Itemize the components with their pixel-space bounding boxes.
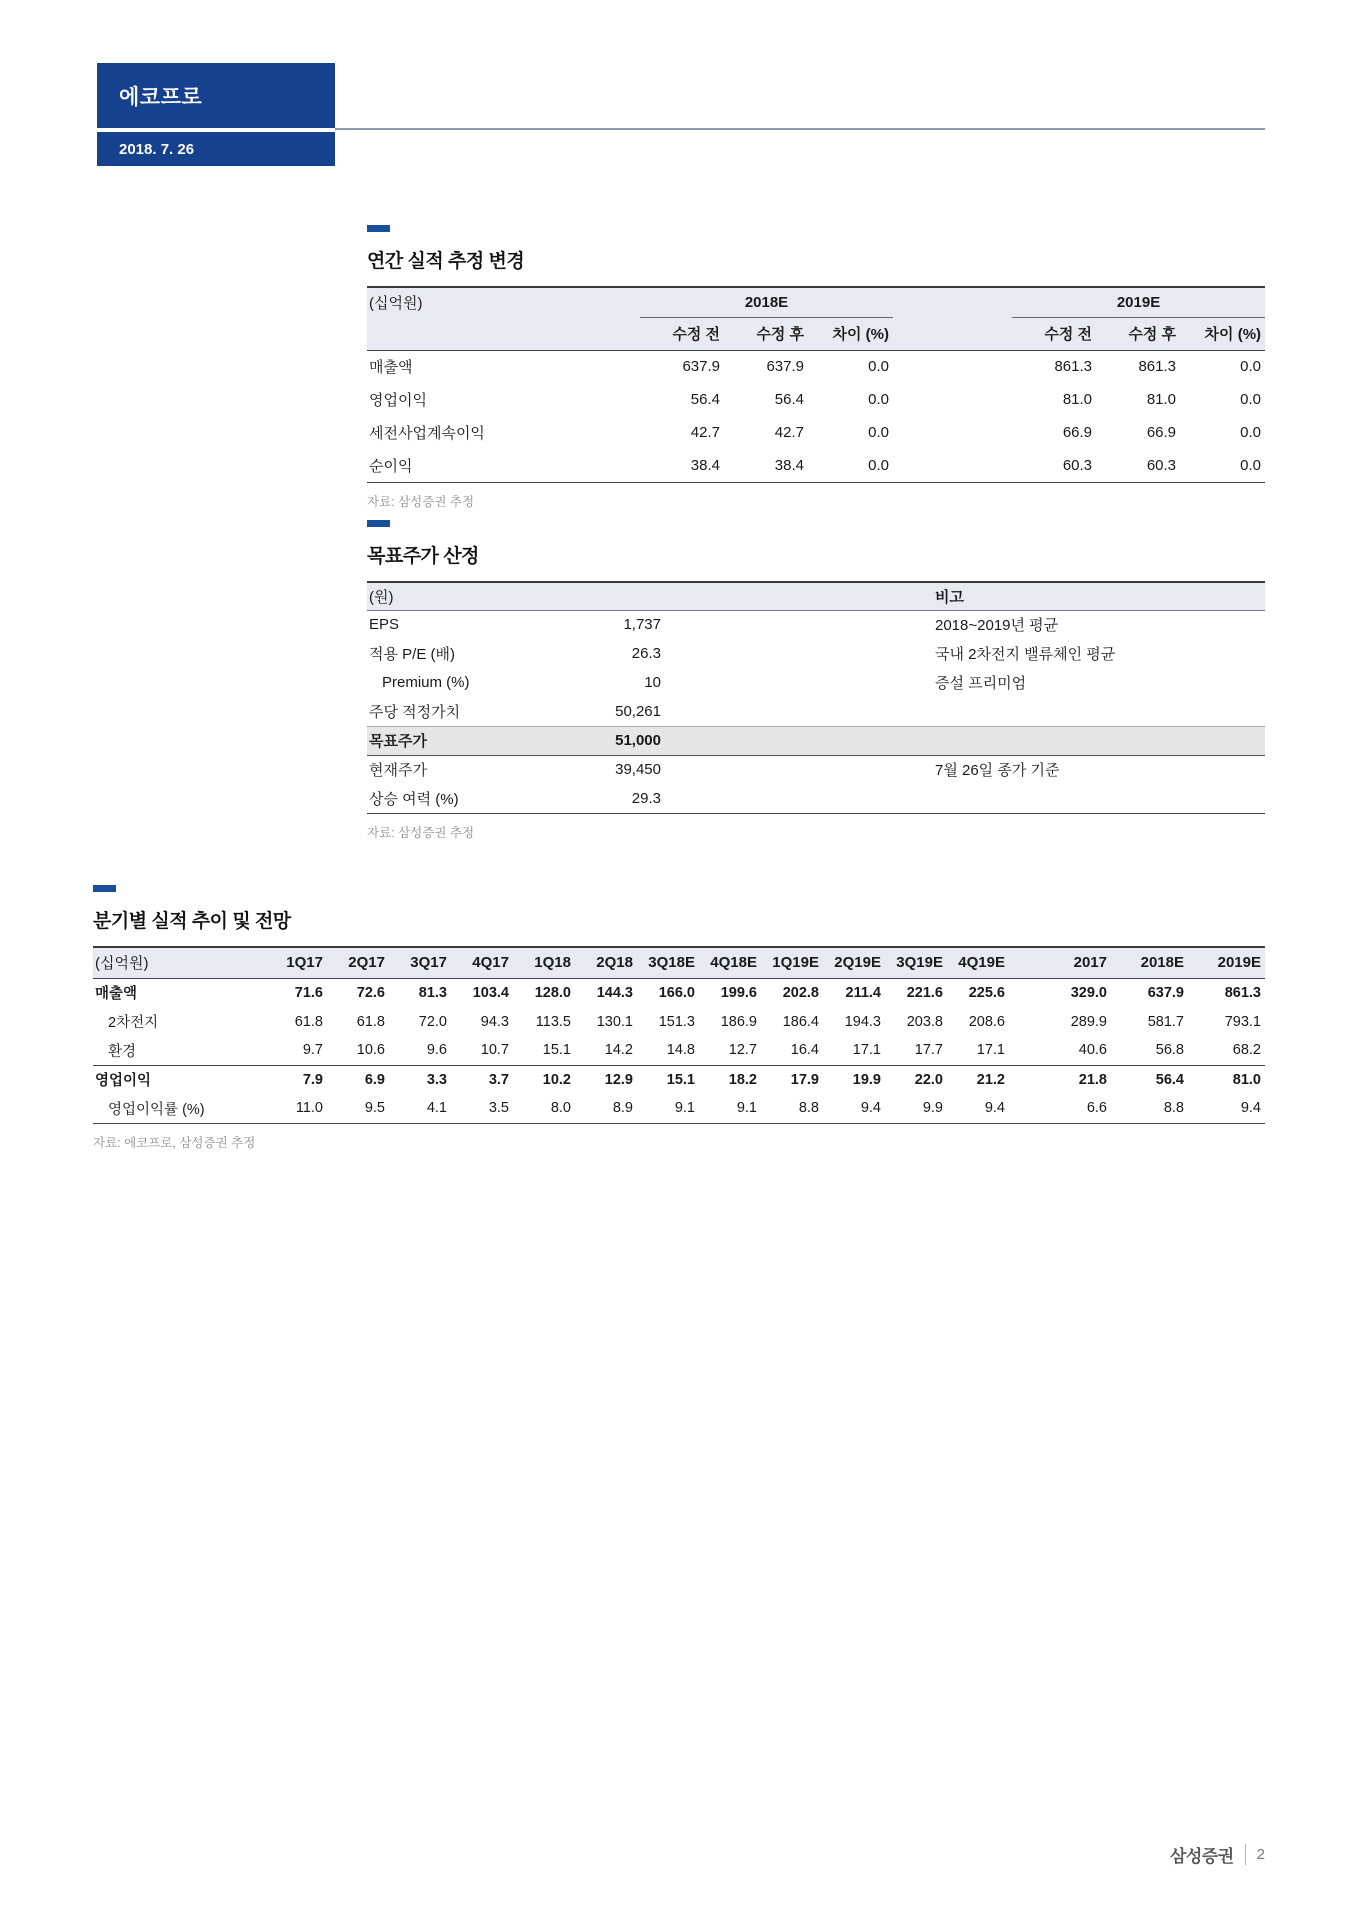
cell-value: 29.3: [631, 789, 661, 807]
table-row: [93, 1036, 1265, 1065]
table-group-header-row: [367, 287, 1265, 317]
cell-value: 21.8: [1034, 1065, 1111, 1094]
cell-value: 8.8: [1163, 1100, 1184, 1117]
spacer-cell: [665, 755, 935, 784]
note-cell: 7월 26일 종가 기준: [935, 762, 1060, 780]
table-row: [93, 1094, 1265, 1123]
cell-value: 8.9: [612, 1100, 633, 1117]
table-row: [93, 1065, 1265, 1094]
table-row: [367, 449, 1265, 482]
company-title-box: [97, 63, 335, 128]
table-row: [367, 610, 1265, 639]
spacer-cell: [665, 784, 935, 813]
cell-value: 72.6: [356, 984, 385, 1001]
annual-revision-table: [367, 286, 1265, 483]
note-cell: 국내 2차전지 밸류체인 평균: [935, 646, 1116, 663]
cell-value: 0.0: [868, 391, 890, 408]
quarter-header: 2Q18: [596, 954, 633, 972]
cell-value: 103.4: [472, 984, 509, 1001]
cell-value: 186.4: [782, 1013, 819, 1030]
table-row: [367, 416, 1265, 449]
cell-value: 144.3: [596, 984, 633, 1001]
cell-value: 289.9: [1070, 1013, 1107, 1030]
cell-value: 81.3: [418, 984, 447, 1001]
table-row: [367, 784, 1265, 813]
column-header: 차이 (%): [1204, 326, 1262, 343]
spacer-cell: [665, 668, 935, 697]
cell-value: 26.3: [631, 645, 661, 662]
quarter-header: 1Q17: [286, 954, 323, 972]
spacer-cell: [665, 610, 935, 639]
cell-value: 9.4: [1240, 1100, 1261, 1117]
cell-value: 9.5: [364, 1100, 385, 1117]
cell-value: 38.4: [774, 456, 804, 474]
row-label: 매출액: [369, 359, 413, 377]
cell-value: 0.0: [1240, 424, 1262, 441]
table-row: [367, 383, 1265, 416]
cell-value: 6.6: [1086, 1100, 1107, 1117]
cell-value: 17.1: [976, 1042, 1005, 1059]
section-marker-icon: [367, 225, 390, 232]
quarter-header: 1Q18: [534, 954, 571, 972]
column-header: 수정 전: [672, 326, 720, 343]
cell-value: 71.6: [294, 984, 323, 1001]
cell-value: 17.1: [852, 1042, 881, 1059]
spacer-cell: [367, 317, 640, 350]
annual-header: 2017: [1073, 954, 1107, 972]
cell-value: 61.8: [294, 1013, 323, 1030]
source-note: 자료: 삼성증권 추정: [367, 494, 475, 509]
row-label: 매출액: [95, 986, 138, 1003]
spacer-cell: [1009, 947, 1034, 978]
cell-value: 10.7: [480, 1042, 509, 1059]
source-note: 자료: 삼성증권 추정: [367, 825, 475, 840]
cell-value: 3.7: [451, 1065, 513, 1094]
note-cell: 증설 프리미엄: [935, 675, 1027, 692]
target-price-body: [367, 610, 1265, 813]
cell-value: 3.3: [389, 1065, 451, 1094]
cell-value: 56.4: [690, 391, 720, 408]
table-row: [367, 350, 1265, 383]
spacer-cell: [665, 697, 935, 726]
quarter-header: 4Q17: [472, 954, 509, 972]
quarter-header: 3Q17: [410, 954, 447, 972]
section-title: 목표주가 산정: [367, 546, 479, 567]
row-label: 현재주가: [369, 762, 427, 780]
table-row: [367, 697, 1265, 726]
cell-value: 10.2: [513, 1065, 575, 1094]
cell-value: 38.4: [690, 456, 720, 474]
spacer-cell: [893, 287, 1012, 317]
cell-value: 9.6: [426, 1042, 447, 1059]
cell-value: 203.8: [906, 1013, 943, 1030]
spacer-cell: [893, 383, 1012, 416]
row-label: 영업이익: [93, 1065, 265, 1094]
table-header-row: [93, 947, 1265, 978]
cell-value: 208.6: [968, 1013, 1005, 1030]
section-title: 연간 실적 추정 변경: [367, 251, 525, 272]
table-row: [367, 726, 1265, 755]
cell-value: 6.9: [327, 1065, 389, 1094]
table-row: [367, 668, 1265, 697]
spacer-cell: [665, 639, 935, 668]
section-target-price: [367, 520, 1265, 841]
annual-header: 2018E: [1140, 954, 1184, 972]
cell-value: 9.1: [674, 1100, 695, 1117]
quarter-header: 4Q18E: [710, 954, 757, 972]
quarterly-table: [93, 946, 1265, 1124]
spacer-cell: [665, 726, 935, 755]
spacer-cell: [893, 449, 1012, 482]
cell-value: 10: [644, 674, 661, 691]
cell-value: 0.0: [868, 358, 890, 376]
spacer-cell: [665, 582, 935, 610]
section-marker-icon: [93, 885, 116, 892]
cell-value: 66.9: [1062, 424, 1093, 441]
quarterly-body: [93, 978, 1265, 1123]
report-date: 2018. 7. 26: [119, 140, 195, 158]
cell-value: 166.0: [658, 984, 695, 1001]
report-date-box: [97, 132, 335, 166]
spacer-cell: [893, 416, 1012, 449]
cell-value: 861.3: [1138, 358, 1177, 376]
cell-value: 211.4: [845, 984, 881, 1001]
cell-value: 15.1: [542, 1042, 571, 1059]
row-label: 적용 P/E (배): [369, 646, 455, 663]
table-header-row: [367, 582, 1265, 610]
section-annual-revision: [367, 225, 1265, 510]
row-label: 주당 적정가치: [369, 703, 461, 721]
spacer-cell: [893, 350, 1012, 383]
section-marker-icon: [367, 520, 390, 527]
cell-value: 22.0: [885, 1065, 947, 1094]
target-price-table: [367, 581, 1265, 814]
column-group-2018e: 2018E: [640, 287, 893, 317]
column-header: 수정 후: [756, 326, 804, 343]
quarter-header: 3Q19E: [896, 954, 943, 972]
cell-value: 221.6: [906, 984, 943, 1001]
spacer-cell: [893, 317, 1012, 350]
column-header: 수정 전: [1044, 326, 1093, 343]
cell-value: 56.4: [774, 391, 804, 408]
row-label: 영업이익: [369, 392, 427, 409]
cell-value: 14.8: [666, 1042, 695, 1059]
cell-value: 10.6: [356, 1042, 385, 1059]
cell-value: 40.6: [1078, 1042, 1107, 1059]
publisher-name: 삼성증권: [1169, 1847, 1234, 1866]
cell-value: 14.2: [604, 1042, 633, 1059]
cell-value: 19.9: [823, 1065, 885, 1094]
cell-value: 128.0: [534, 984, 571, 1001]
cell-value: 17.7: [914, 1042, 943, 1059]
spacer-cell: [1009, 978, 1034, 1007]
note-cell: [935, 726, 1265, 755]
cell-value: 81.0: [1188, 1065, 1265, 1094]
table-row: [367, 755, 1265, 784]
cell-value: 56.4: [1111, 1065, 1188, 1094]
cell-value: 39,450: [615, 761, 661, 779]
spacer-cell: [1009, 1094, 1034, 1123]
source-note: 자료: 에코프로, 삼성증권 추정: [93, 1135, 256, 1150]
cell-value: 113.5: [535, 1013, 571, 1030]
cell-value: 60.3: [1062, 456, 1093, 474]
cell-value: 637.9: [766, 358, 804, 376]
cell-value: 861.3: [1224, 984, 1261, 1001]
cell-value: 56.8: [1155, 1042, 1184, 1059]
table-row: [93, 978, 1265, 1007]
table-row: [93, 1007, 1265, 1036]
cell-value: 9.4: [984, 1100, 1005, 1117]
row-label: 순이익: [369, 457, 413, 475]
row-label: 영업이익률 (%): [108, 1101, 205, 1118]
cell-value: 8.8: [798, 1100, 819, 1117]
cell-value: 51,000: [560, 726, 665, 755]
quarter-header: 3Q18E: [648, 954, 695, 972]
cell-value: 0.0: [1240, 456, 1262, 474]
quarter-header: 1Q19E: [772, 954, 819, 972]
column-group-2019e: 2019E: [1012, 287, 1265, 317]
page-footer: [1170, 1842, 1265, 1867]
unit-label: (원): [369, 588, 394, 606]
company-name: 에코프로: [119, 85, 203, 109]
row-label: 상승 여력 (%): [369, 790, 459, 808]
cell-value: 9.1: [736, 1100, 757, 1117]
cell-value: 15.1: [637, 1065, 699, 1094]
section-quarterly: [93, 885, 1265, 1151]
quarter-header: 2Q19E: [834, 954, 881, 972]
cell-value: 637.9: [682, 358, 720, 376]
note-cell: 2018~2019년 평균: [935, 617, 1059, 635]
cell-value: 4.1: [426, 1100, 447, 1117]
row-label: EPS: [369, 616, 400, 634]
cell-value: 0.0: [868, 424, 890, 441]
cell-value: 9.9: [922, 1100, 943, 1117]
table-subheader-row: [367, 317, 1265, 350]
cell-value: 50,261: [615, 702, 661, 720]
quarter-header: 2Q17: [348, 954, 385, 972]
footer-divider: [1245, 1844, 1246, 1865]
section-title: 분기별 실적 추이 및 전망: [93, 911, 291, 932]
cell-value: 12.9: [575, 1065, 637, 1094]
cell-value: 18.2: [699, 1065, 761, 1094]
cell-value: 186.9: [720, 1013, 757, 1030]
annual-revision-body: [367, 350, 1265, 482]
quarter-header: 4Q19E: [958, 954, 1005, 972]
cell-value: 225.6: [968, 984, 1005, 1001]
cell-value: 9.4: [860, 1100, 881, 1117]
cell-value: 68.2: [1232, 1042, 1261, 1059]
unit-label: (십억원): [95, 955, 149, 973]
cell-value: 72.0: [418, 1013, 447, 1030]
cell-value: 9.7: [302, 1042, 323, 1059]
spacer-cell: [560, 582, 665, 610]
cell-value: 581.7: [1147, 1013, 1184, 1030]
table-row: [367, 639, 1265, 668]
column-header: 수정 후: [1128, 326, 1177, 343]
cell-value: 61.8: [356, 1013, 385, 1030]
cell-value: 3.5: [488, 1100, 509, 1117]
cell-value: 130.1: [596, 1013, 633, 1030]
cell-value: 66.9: [1146, 424, 1177, 441]
cell-value: 94.3: [480, 1013, 509, 1030]
note-column-header: 비고: [935, 588, 964, 606]
row-label: 세전사업계속이익: [369, 425, 485, 442]
cell-value: 8.0: [550, 1100, 571, 1117]
header-divider: [335, 128, 1265, 130]
annual-header: 2019E: [1217, 954, 1261, 972]
cell-value: 42.7: [774, 424, 804, 441]
cell-value: 202.8: [782, 984, 819, 1001]
row-label: 2차전지: [108, 1015, 159, 1031]
cell-value: 60.3: [1146, 456, 1177, 474]
cell-value: 861.3: [1054, 358, 1093, 376]
cell-value: 42.7: [690, 424, 720, 441]
cell-value: 21.2: [947, 1065, 1009, 1094]
cell-value: 194.3: [844, 1013, 881, 1030]
note-cell: [935, 784, 1265, 813]
cell-value: 637.9: [1147, 984, 1184, 1001]
spacer-cell: [1009, 1065, 1034, 1094]
cell-value: 0.0: [1240, 391, 1262, 408]
cell-value: 7.9: [265, 1065, 327, 1094]
page-number: 2: [1256, 1846, 1265, 1863]
cell-value: 199.6: [720, 984, 757, 1001]
cell-value: 0.0: [1240, 358, 1262, 376]
cell-value: 17.9: [761, 1065, 823, 1094]
row-label: 목표주가: [367, 726, 560, 755]
row-label: 환경: [108, 1043, 137, 1060]
row-label: Premium (%): [382, 674, 470, 691]
cell-value: 81.0: [1146, 391, 1177, 408]
spacer-cell: [1009, 1007, 1034, 1036]
cell-value: 151.3: [658, 1013, 695, 1030]
cell-value: 329.0: [1070, 984, 1107, 1001]
cell-value: 1,737: [623, 616, 661, 634]
note-cell: [935, 697, 1265, 726]
cell-value: 793.1: [1224, 1013, 1261, 1030]
cell-value: 12.7: [728, 1042, 757, 1059]
unit-label: (십억원): [369, 295, 423, 312]
cell-value: 0.0: [868, 456, 890, 474]
cell-value: 16.4: [790, 1042, 819, 1059]
cell-value: 11.0: [295, 1100, 323, 1117]
spacer-cell: [1009, 1036, 1034, 1065]
cell-value: 81.0: [1062, 391, 1093, 408]
column-header: 차이 (%): [832, 326, 890, 343]
